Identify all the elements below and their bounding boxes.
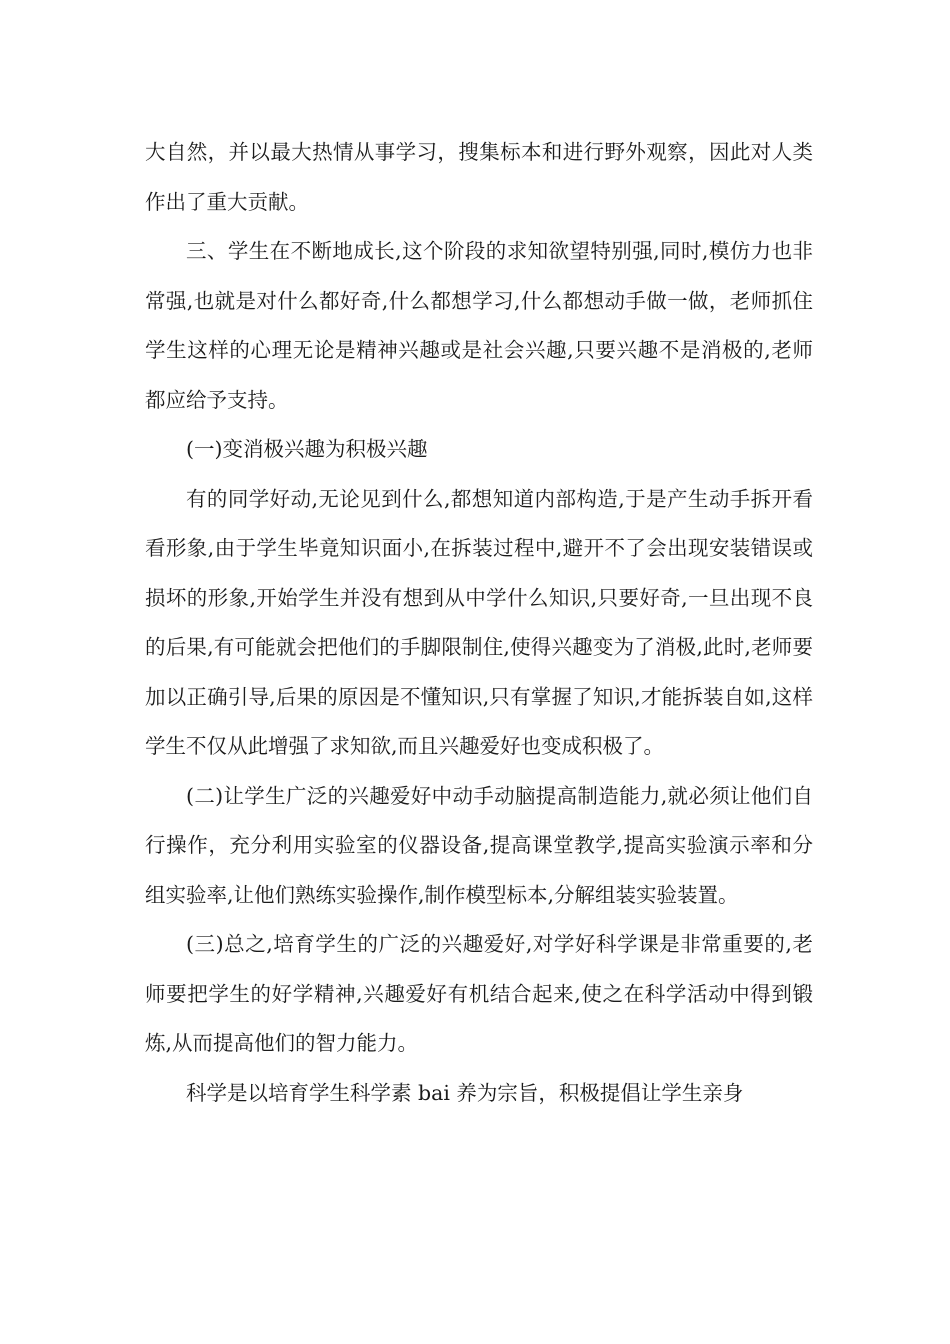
paragraph-point-three: (三)总之,培育学生的广泛的兴趣爱好,对学好科学课是非常重要的,老师要把学生的好学精神,兴趣爱好有机结合起来,使之在科学活动中得到锻炼,从而提高他们的智力能力。	[145, 932, 813, 1055]
paragraph-section-three: 三、学生在不断地成长,这个阶段的求知欲望特别强,同时,模仿力也非常强,也就是对什么都好奇,什么都想学习,什么都想动手做一做，老师抓住学生这样的心理无论是精神兴趣或是社会兴趣,只要兴趣不是消极的,老师都应给予支持。	[145, 239, 813, 412]
paragraph-curiosity: 有的同学好动,无论见到什么,都想知道内部构造,于是产生动手拆开看看形象,由于学生毕竟知识面小,在拆装过程中,避开不了会出现安装错误或损坏的形象,开始学生并没有想到从中学什么知识,只要好奇,一旦出现不良的后果,有可能就会把他们的手脚限制住,使得兴趣变为了消极,此时,老师要加以正确引导,后果的原因是不懂知识,只有掌握了知识,才能拆装自如,这样学生不仅从此增强了求知欲,而且兴趣爱好也变成积极了。	[145, 486, 813, 758]
document-body	[145, 128, 813, 1118]
subheading-one: (一)变消极兴趣为积极兴趣	[186, 437, 428, 461]
paragraph-continuation: 大自然，并以最大热情从事学习，搜集标本和进行野外观察，因此对人类作出了重大贡献。	[145, 140, 813, 214]
paragraph-point-two: (二)让学生广泛的兴趣爱好中动手动脑提高制造能力,就必须让他们自行操作，充分利用实验室的仪器设备,提高课堂教学,提高实验演示率和分组实验率,让他们熟练实验操作,制作模型标本,分解组装实验装置。	[145, 783, 813, 907]
paragraph-science: 科学是以培育学生科学素 bai 养为宗旨，积极提倡让学生亲身	[186, 1080, 744, 1105]
